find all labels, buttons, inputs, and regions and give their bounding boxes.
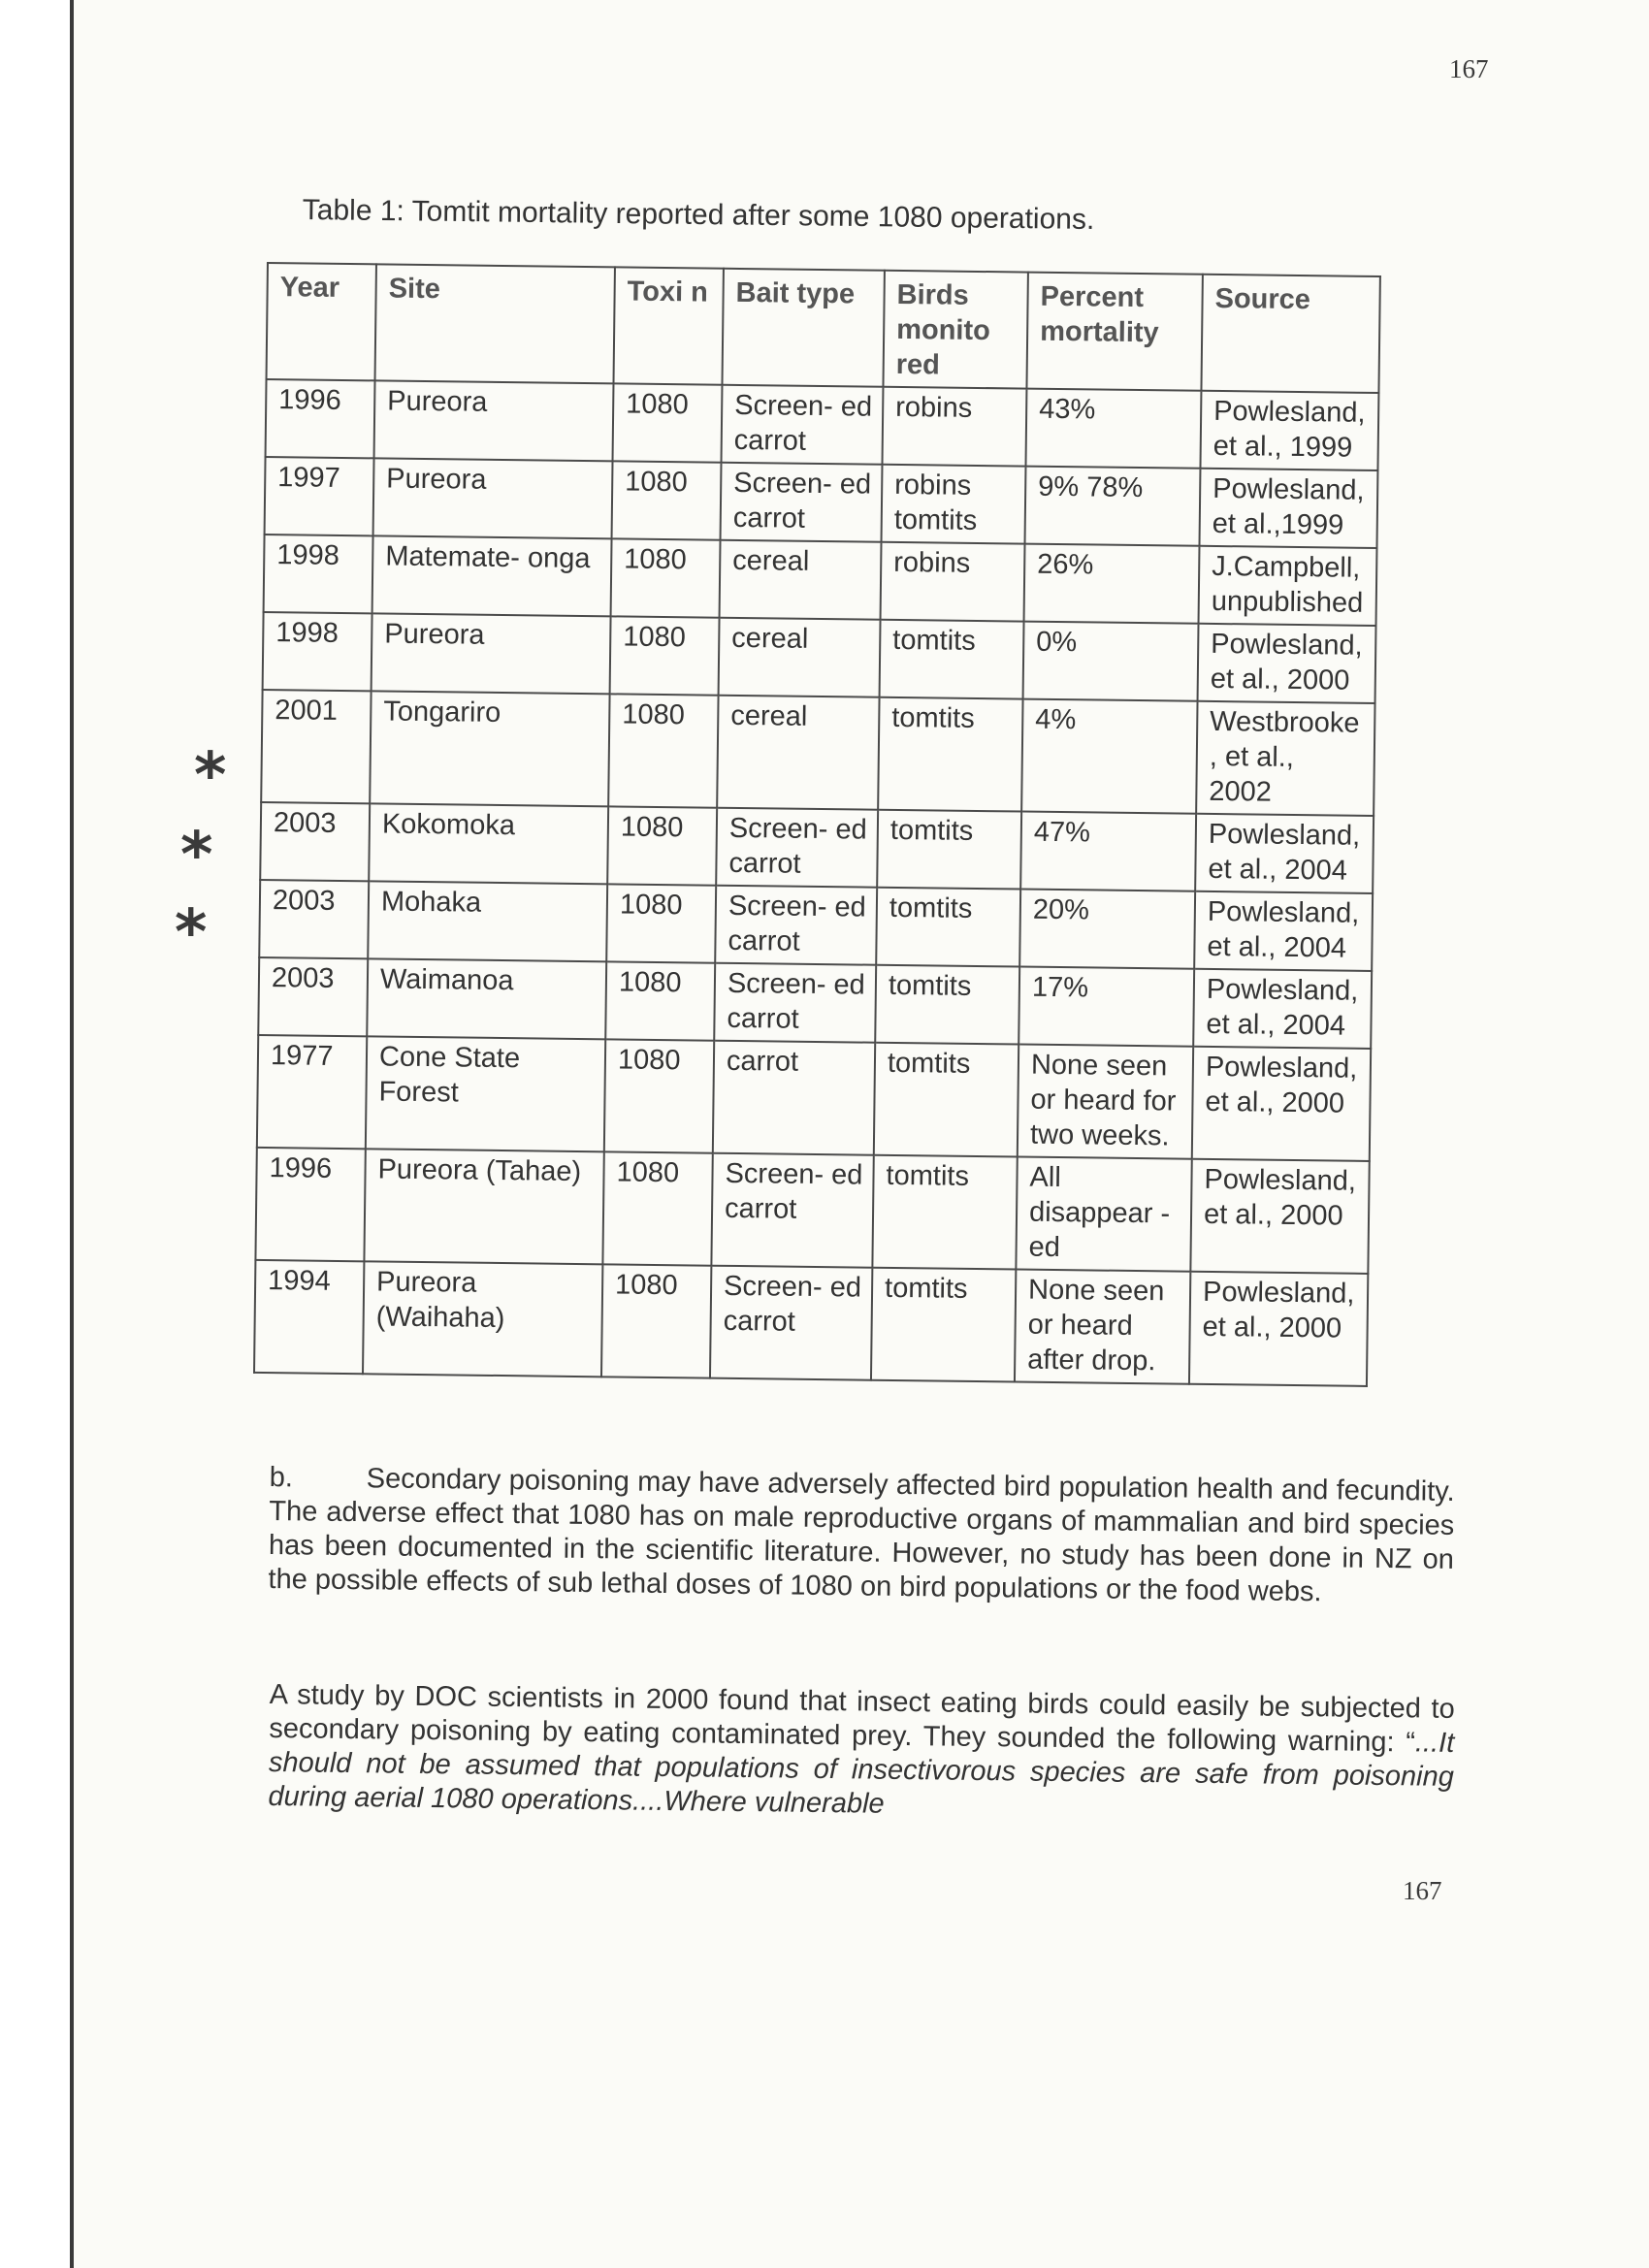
table-row <box>263 612 1376 703</box>
cell-site: Cone State Forest <box>366 1036 605 1151</box>
cell-toxin: 1080 <box>613 383 723 462</box>
cell-percent: None seen or heard for two weeks. <box>1018 1045 1193 1159</box>
paragraph-c-quote: ...It should not be assumed that populations of insectivorous species are safe from poisoning during aerial 1080 operations....Where vulnerable <box>268 1727 1455 1820</box>
cell-source: Powlesland, et al., 2000 <box>1190 1159 1369 1274</box>
cell-percent: 20% <box>1019 890 1195 969</box>
header-birds-monitored: Birds monito red <box>883 271 1027 389</box>
table-row <box>255 1148 1369 1274</box>
margin-asterisk: * <box>175 897 208 969</box>
cell-birds: robins <box>882 387 1026 467</box>
cell-source: Powlesland, et al.,1999 <box>1199 469 1377 548</box>
cell-toxin: 1080 <box>611 538 721 617</box>
cell-site: Pureora <box>374 380 614 461</box>
cell-bait: Screen- ed carrot <box>710 1266 872 1380</box>
mortality-table-wrapper <box>253 262 1379 1387</box>
cell-toxin: 1080 <box>602 1151 712 1265</box>
cell-birds: tomtits <box>877 810 1021 890</box>
cell-percent: All disappear -ed <box>1016 1157 1191 1272</box>
paragraph-b-label: b. <box>269 1461 294 1494</box>
cell-toxin: 1080 <box>605 961 715 1040</box>
cell-bait: Screen- ed carrot <box>721 463 883 542</box>
cell-source: Powlesland, et al., 1999 <box>1200 391 1378 470</box>
cell-birds: tomtits <box>875 965 1019 1045</box>
cell-source: J.Campbell, unpublished <box>1199 546 1377 626</box>
cell-bait: Screen- ed carrot <box>722 385 884 465</box>
cell-year: 1977 <box>257 1035 367 1149</box>
table-row <box>264 535 1377 626</box>
cell-year: 2001 <box>261 690 371 803</box>
cell-bait: Screen- ed carrot <box>716 808 878 888</box>
cell-percent: 43% <box>1025 389 1201 469</box>
cell-year: 2003 <box>259 880 369 958</box>
cell-bait: cereal <box>717 696 879 810</box>
cell-toxin: 1080 <box>612 461 722 539</box>
cell-bait: Screen- ed carrot <box>715 886 877 965</box>
cell-birds: tomtits <box>874 1043 1018 1157</box>
cell-toxin: 1080 <box>604 1039 714 1152</box>
page-number-top: 167 <box>1449 54 1489 83</box>
cell-site: Pureora <box>372 613 611 694</box>
cell-toxin: 1080 <box>607 806 717 885</box>
header-toxin: Toxi n <box>613 267 723 384</box>
cell-year: 2003 <box>258 957 368 1036</box>
table-row <box>265 457 1378 548</box>
cell-birds: tomtits <box>878 697 1022 812</box>
paragraph-b-text: Secondary poisoning may have adversely affected bird population health and fecundity. The adverse effect that 1080 has on male reproductive organs of mammalian and bird species has been documented in the scientific literature. However, no study has been done in NZ on the possible effects of sub lethal doses of 1080 on bird populations or the food webs. <box>268 1463 1455 1608</box>
table-row <box>257 1035 1371 1161</box>
cell-toxin: 1080 <box>608 694 718 807</box>
table-row <box>259 880 1373 971</box>
cell-site: Pureora (Waihaha) <box>363 1261 602 1377</box>
cell-percent: 47% <box>1020 812 1196 891</box>
cell-year: 1996 <box>266 379 375 458</box>
header-percent-mortality: Percent mortality <box>1026 273 1202 391</box>
cell-year: 2003 <box>260 802 370 881</box>
cell-source: Powlesland, et al., 2000 <box>1192 1047 1371 1161</box>
cell-year: 1997 <box>265 457 374 535</box>
margin-asterisk: * <box>194 740 227 812</box>
cell-percent: 17% <box>1018 967 1194 1047</box>
table-row <box>258 957 1372 1049</box>
cell-year: 1996 <box>255 1148 365 1261</box>
cell-source: Powlesland, et al., 2004 <box>1194 891 1373 971</box>
cell-year: 1998 <box>263 612 372 691</box>
cell-year: 1998 <box>264 535 373 613</box>
cell-percent: 9% 78% <box>1025 467 1201 546</box>
table-row <box>254 1260 1368 1386</box>
table-row <box>266 379 1379 470</box>
cell-year: 1994 <box>254 1260 364 1374</box>
cell-percent: 0% <box>1023 622 1199 701</box>
cell-site: Kokomoka <box>369 803 608 884</box>
table-row <box>260 802 1374 893</box>
cell-birds: tomtits <box>876 888 1020 967</box>
margin-asterisk: * <box>180 820 213 891</box>
cell-percent: 4% <box>1021 699 1197 814</box>
header-source: Source <box>1201 275 1379 393</box>
page-edge-line <box>70 0 74 2268</box>
cell-site: Mohaka <box>368 881 607 961</box>
cell-birds: tomtits <box>880 620 1024 699</box>
header-year: Year <box>267 263 376 380</box>
scan-margin <box>0 0 70 2268</box>
cell-site: Tongariro <box>370 691 609 806</box>
mortality-table <box>253 262 1381 1387</box>
cell-birds: tomtits <box>871 1268 1016 1382</box>
cell-birds: robins tomtits <box>882 465 1026 544</box>
cell-toxin: 1080 <box>601 1264 711 1377</box>
cell-source: Powlesland, et al., 2000 <box>1189 1272 1368 1386</box>
cell-source: Powlesland, et al., 2004 <box>1193 969 1372 1049</box>
cell-source: Westbrooke , et al., 2002 <box>1196 701 1374 816</box>
cell-percent: None seen or heard after drop. <box>1015 1270 1190 1384</box>
header-bait-type: Bait type <box>722 269 884 387</box>
page-number-bottom: 167 <box>1403 1876 1442 1905</box>
cell-birds: tomtits <box>872 1155 1017 1270</box>
table-header-row <box>267 263 1380 393</box>
cell-bait: carrot <box>713 1041 875 1155</box>
paragraph-b <box>268 1461 1455 1611</box>
cell-birds: robins <box>881 542 1025 622</box>
cell-percent: 26% <box>1024 544 1200 624</box>
paragraph-c-text: A study by DOC scientists in 2000 found that insect eating birds could easily be subjected to secondary poisoning by eating contaminated prey. They sounded the following warning: “ <box>269 1678 1455 1759</box>
table-row <box>261 690 1374 816</box>
cell-bait: Screen- ed carrot <box>714 963 876 1043</box>
header-site: Site <box>375 264 615 383</box>
cell-toxin: 1080 <box>606 884 716 962</box>
cell-site: Waimanoa <box>367 958 606 1039</box>
cell-toxin: 1080 <box>610 616 720 695</box>
cell-site: Matemate- onga <box>372 535 612 616</box>
cell-bait: cereal <box>720 540 882 620</box>
cell-site: Pureora <box>373 458 613 538</box>
cell-site: Pureora (Tahae) <box>364 1149 603 1264</box>
cell-bait: Screen- ed carrot <box>711 1153 873 1268</box>
cell-source: Powlesland, et al., 2000 <box>1198 624 1376 703</box>
cell-bait: cereal <box>719 618 881 697</box>
paragraph-c <box>268 1678 1455 1829</box>
cell-source: Powlesland, et al., 2004 <box>1195 814 1374 893</box>
table-caption: Table 1: Tomtit mortality reported after some 1080 operations. <box>302 194 1095 236</box>
